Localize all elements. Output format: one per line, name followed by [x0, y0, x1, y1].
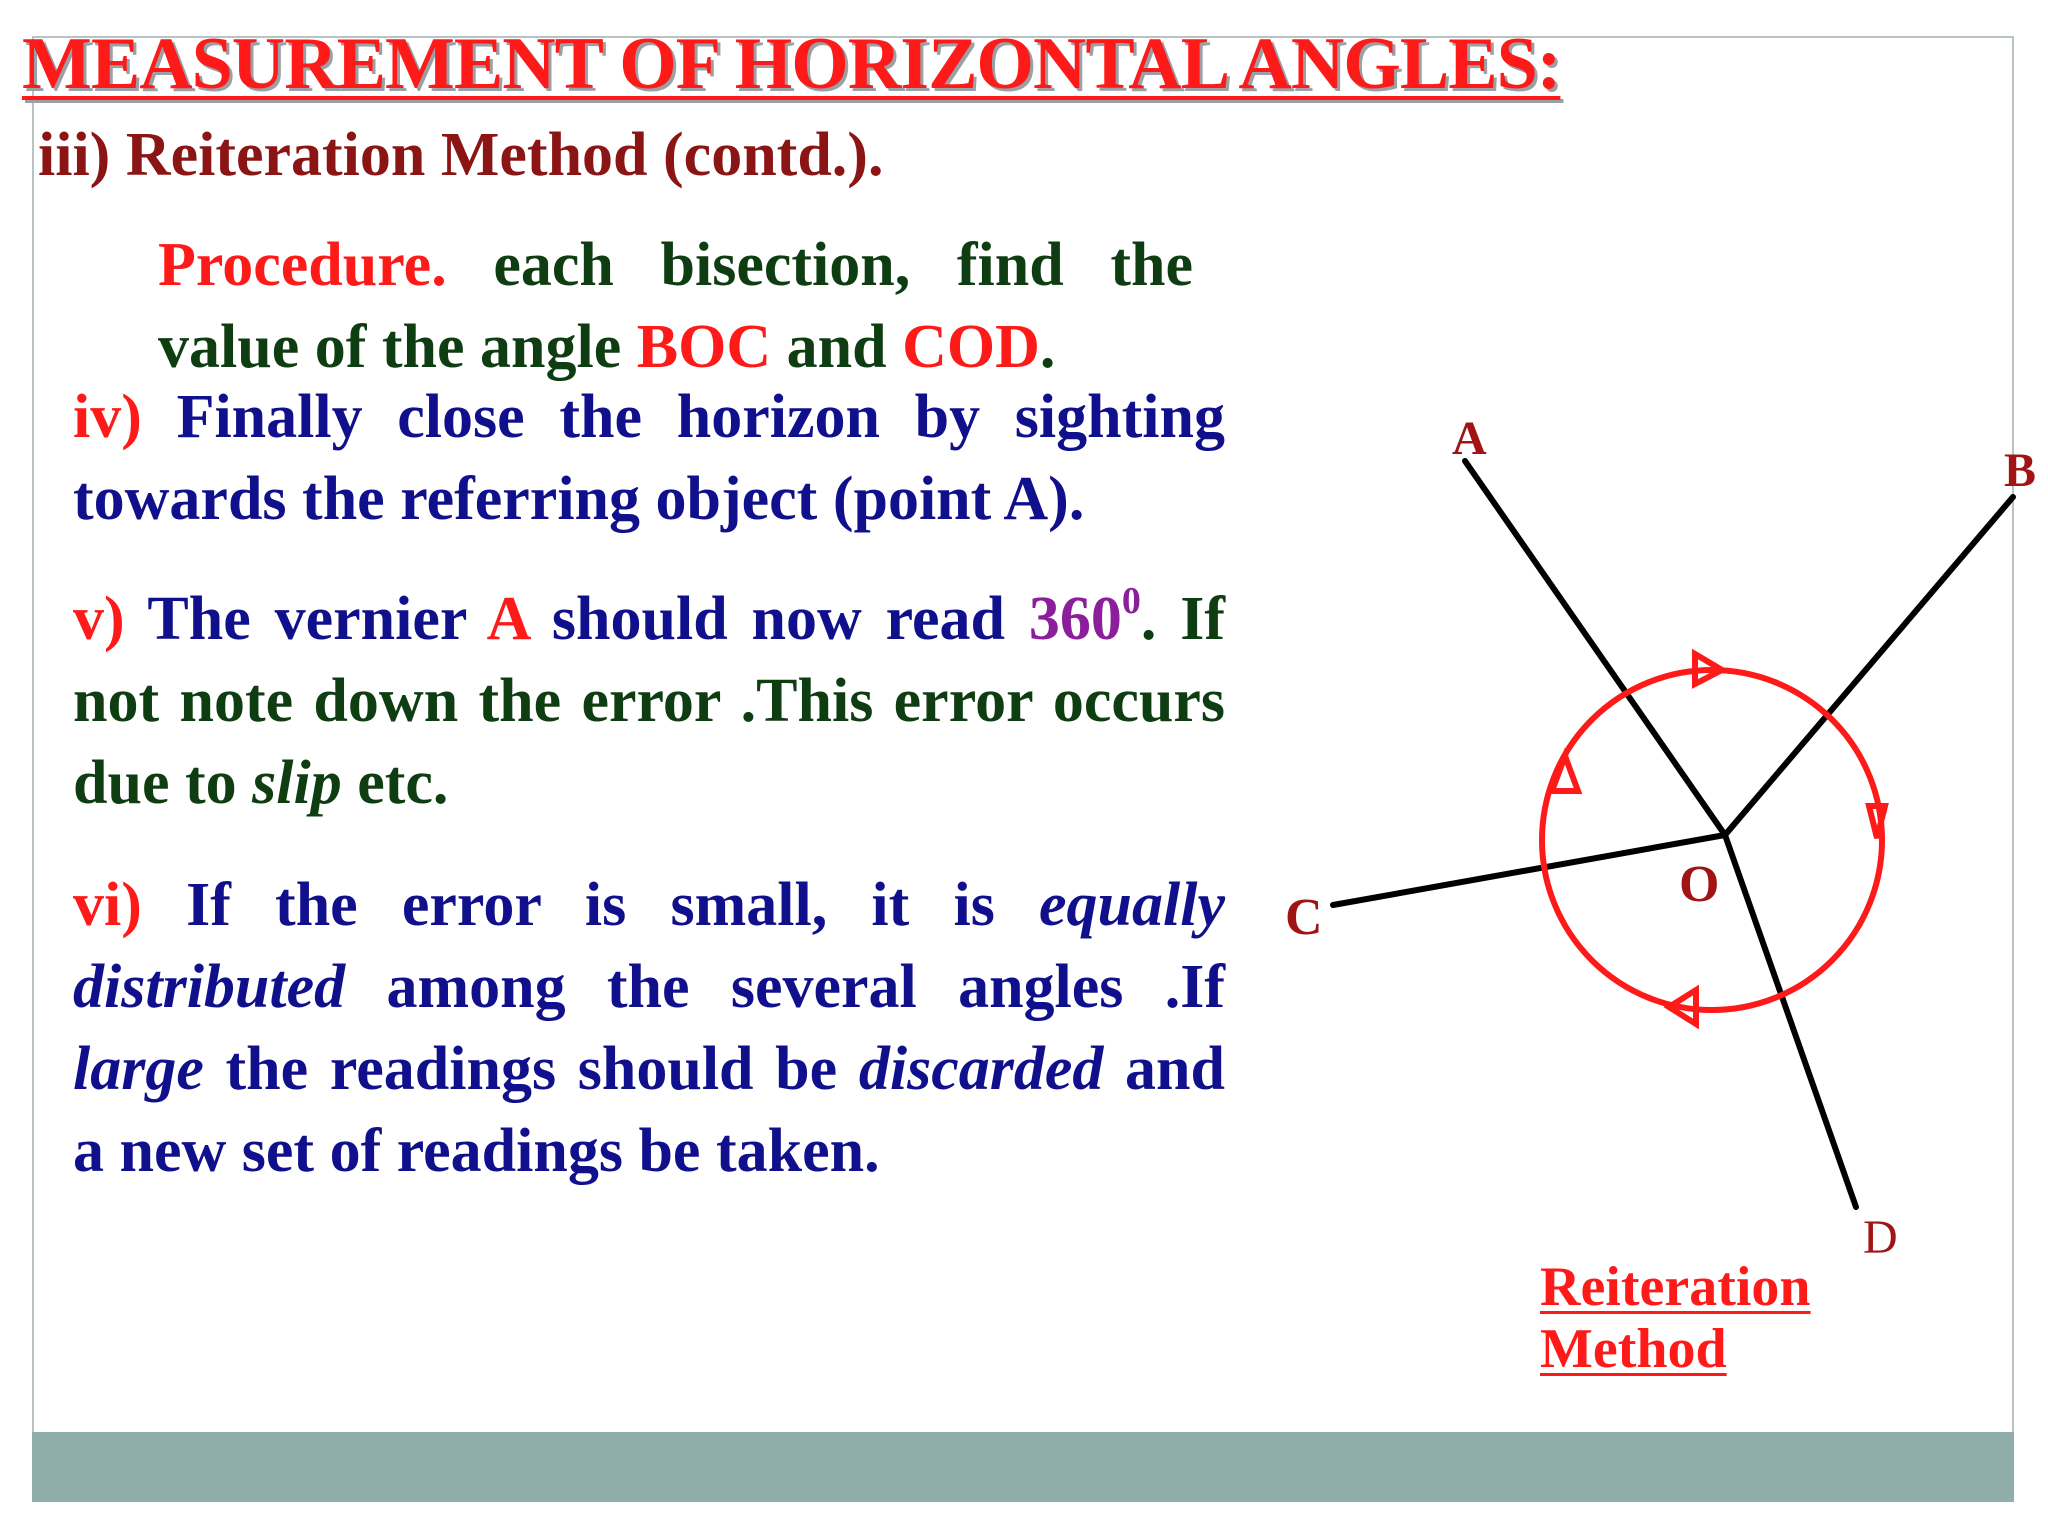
angle-boc: BOC	[636, 313, 772, 381]
procedure-text-2: and	[771, 313, 903, 381]
line-od	[1725, 835, 1856, 1207]
step-vi-text-4: and a new set of readings be taken.	[73, 1035, 1225, 1185]
step-v-text-3: . If not note down the error .This error occurs due to	[73, 585, 1225, 817]
subtitle: iii) Reiteration Method (contd.).	[38, 121, 884, 189]
point-a-label: A	[1452, 412, 1487, 465]
caption-line-2: Method	[1540, 1318, 1727, 1380]
point-o-label: O	[1679, 856, 1720, 913]
procedure-text-3: .	[1039, 313, 1056, 381]
caption-line-1: Reiteration	[1540, 1256, 1811, 1318]
step-v-number: v)	[73, 585, 125, 653]
angle-cod: COD	[902, 313, 1040, 381]
procedure-label: Procedure.	[158, 231, 447, 299]
line-oc	[1333, 835, 1725, 905]
step-vi-text-1: If the error is small, it is	[141, 871, 1040, 939]
step-vi-text-3: the readings should be	[203, 1035, 859, 1103]
reading-value: 360	[1028, 585, 1122, 653]
slip-emphasis: slip	[252, 749, 342, 817]
vernier-label: A	[486, 585, 529, 653]
line-oa	[1465, 461, 1725, 835]
point-c-label: C	[1285, 889, 1323, 946]
step-vi-text-2: among the several angles .If	[345, 953, 1225, 1021]
line-ob	[1725, 497, 2013, 835]
point-d-label: D	[1863, 1211, 1898, 1264]
point-b-label: B	[2004, 444, 2037, 497]
diagram-caption	[1540, 1256, 1811, 1380]
procedure-text-1: each bisection, find the value of the angle	[158, 231, 1193, 381]
large-emphasis: large	[73, 1035, 204, 1103]
discarded-emphasis: discarded	[858, 1035, 1104, 1103]
step-iv-text: Finally close the horizon by sighting towards the referring object (point A).	[73, 383, 1225, 533]
diagram-lines	[1333, 461, 2013, 1207]
step-v-text-2: should now read	[528, 585, 1029, 653]
slide-title: MEASUREMENT OF HORIZONTAL ANGLES:	[22, 23, 1561, 105]
step-v-text-1: The vernier	[124, 585, 487, 653]
arrow-left	[1552, 756, 1578, 791]
step-iv-number: iv)	[73, 383, 142, 451]
step-v-text-4: etc.	[341, 749, 449, 817]
step-vi-number: vi)	[73, 871, 142, 939]
equally-distributed-emphasis: equally distributed	[73, 871, 1225, 1021]
reading-degree: 0	[1121, 580, 1141, 622]
